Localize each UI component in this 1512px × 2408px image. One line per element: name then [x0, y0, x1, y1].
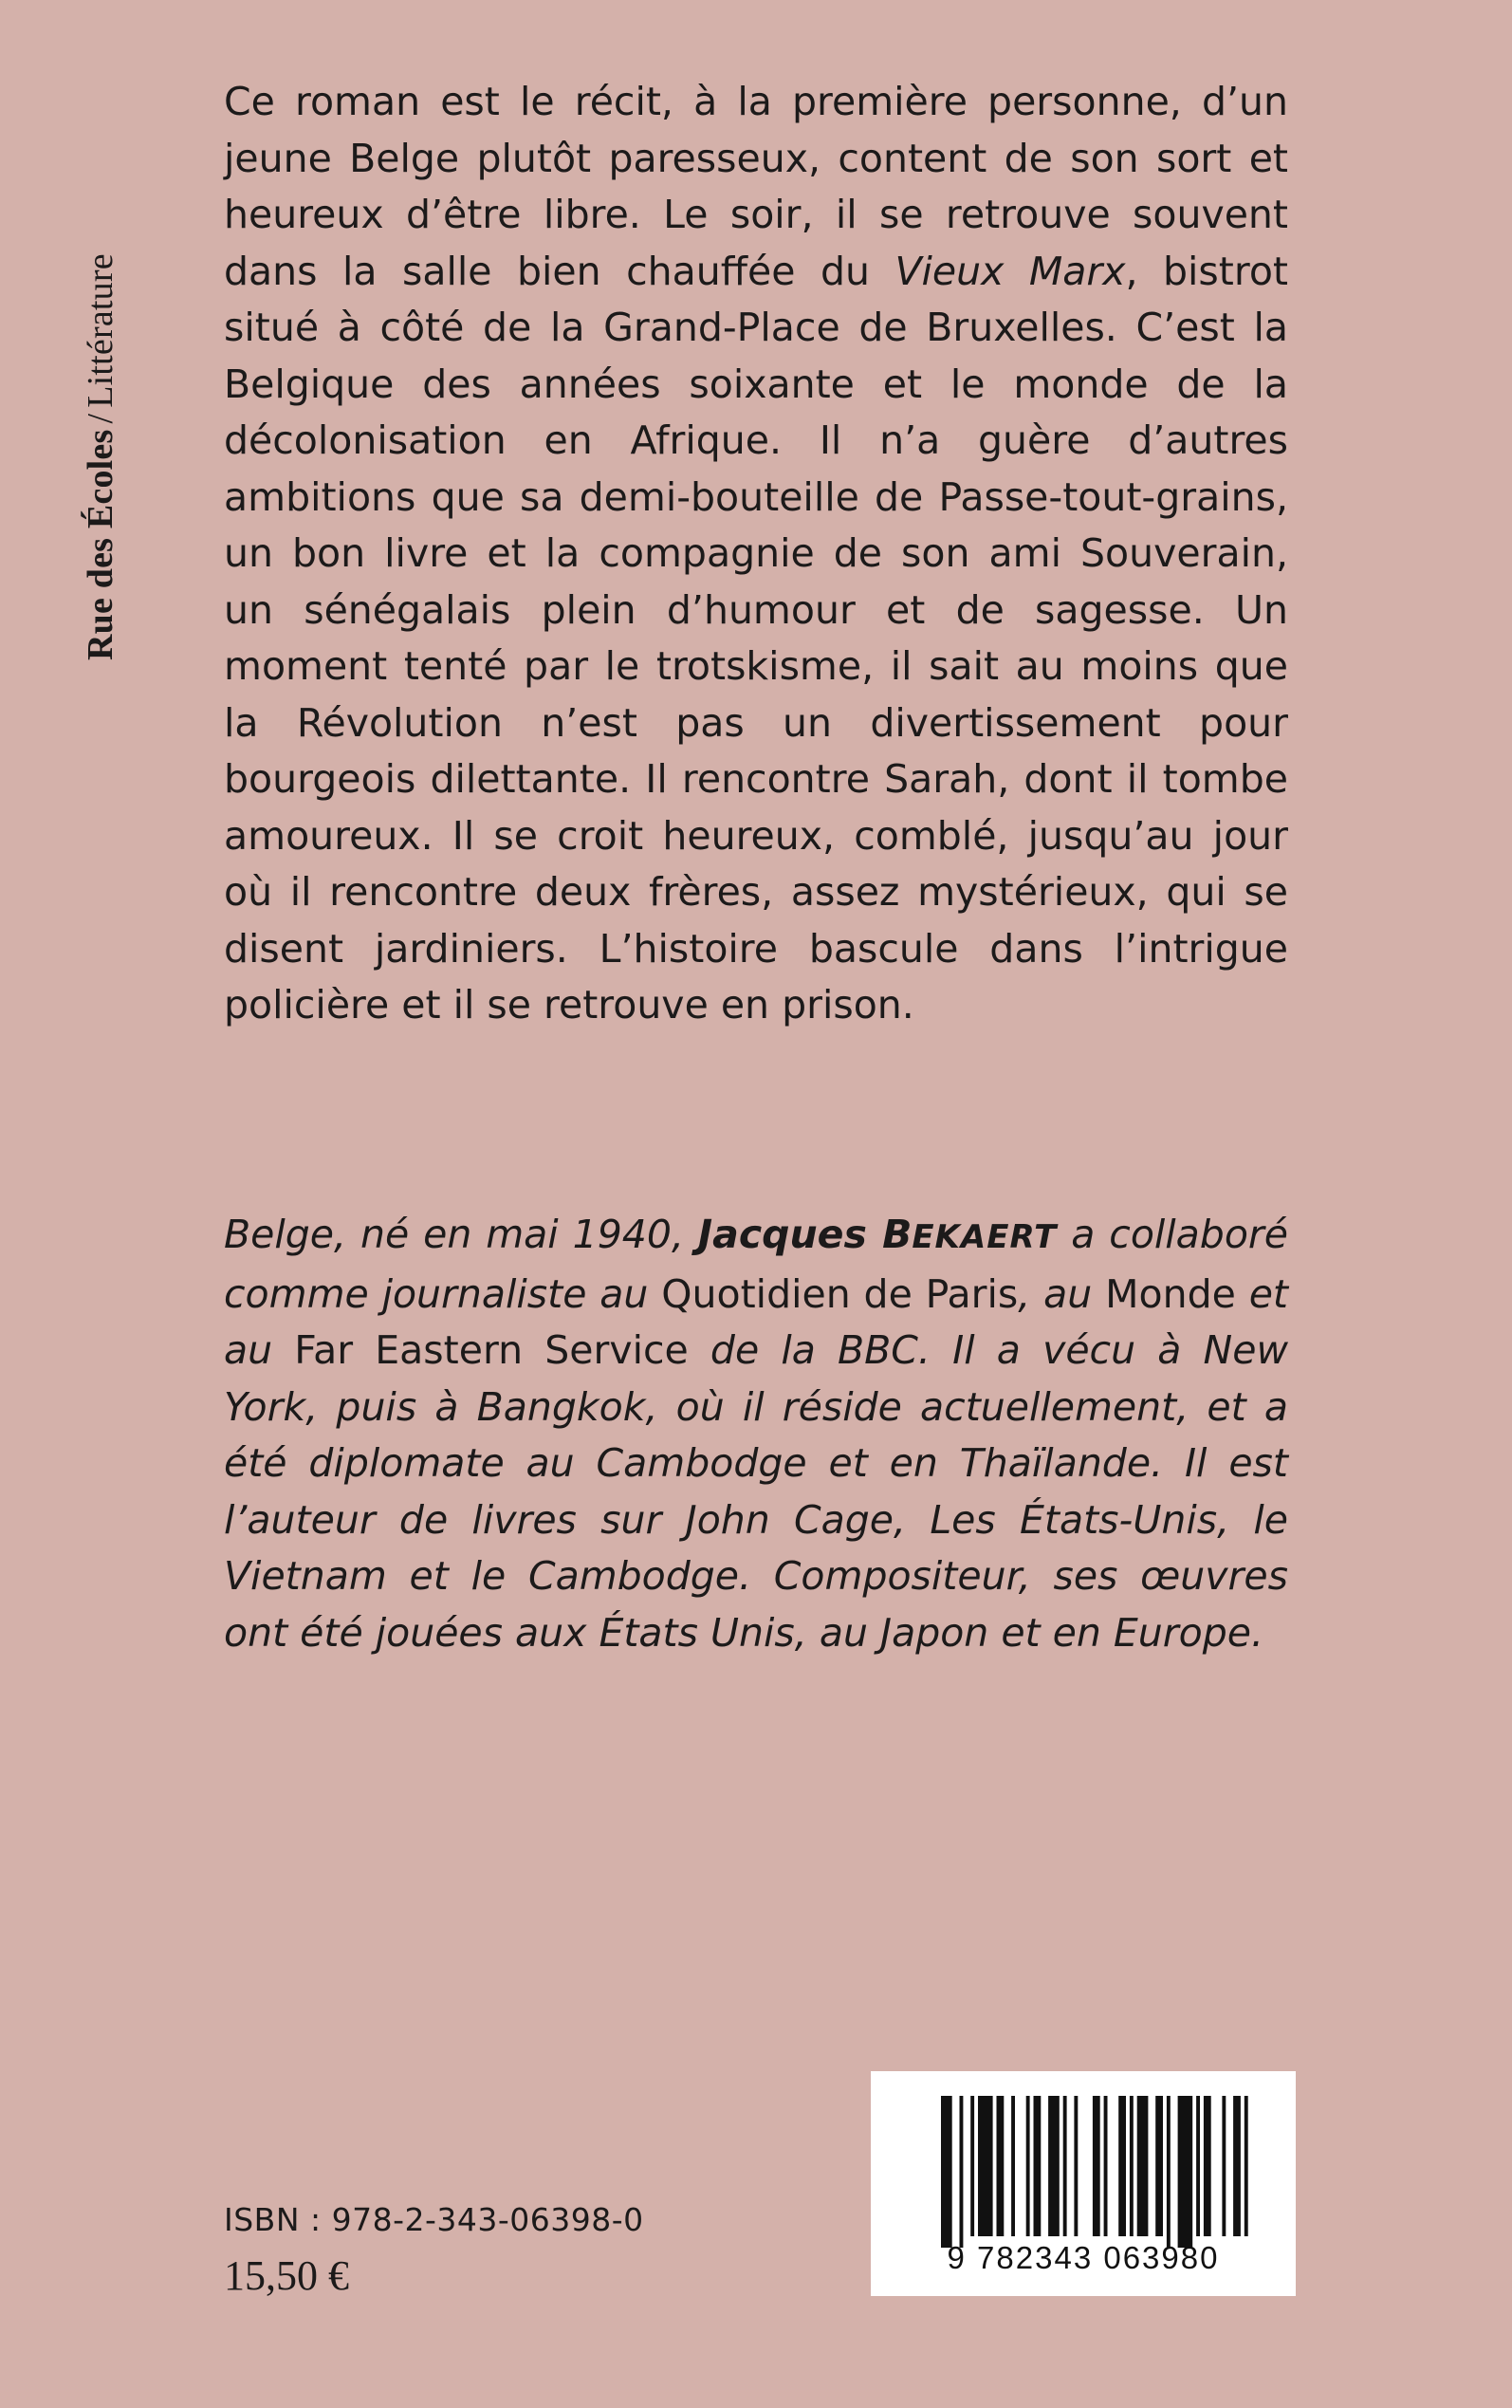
- barcode-bar: [1155, 2096, 1163, 2236]
- barcode-bar: [1222, 2096, 1226, 2236]
- barcode-bar: [1063, 2096, 1067, 2236]
- barcode-bar: [1093, 2096, 1100, 2236]
- barcode-bar: [960, 2096, 964, 2248]
- bio-text-3: et au: [224, 1270, 1288, 1373]
- synopsis-text-2: , bistrot situé à côté de la Grand-Place de Bruxelles. C’est la Belgique des années soixante et le monde de la décolonisation en Afrique. Il n’a guère d’autres ambitions que sa demi-bouteille de Passe-tout-grains, un bon livre et la compagnie de son ami Souverain, un sénégalais plein d’humour et de sagesse. Un moment tenté par le trotskisme, il sait au moins que la Révolution n’est pas un divertissement pour bourgeois dilettante. Il rencontre Sarah, dont il tombe amoureux. Il se croit heureux, comblé, jusqu’au jour où il rencontre deux frères, assez mystérieux, qui se disent jardiniers. L’histoire bascule dans l’intrigue policière et il se retrouve en prison.: [224, 248, 1288, 1028]
- spine-separator: /: [81, 413, 120, 424]
- barcode-bar: [1011, 2096, 1015, 2236]
- spine-label: [72, 101, 138, 670]
- synopsis-paragraph: [224, 74, 1288, 1034]
- publication-far-eastern: Far Eastern Service: [294, 1327, 689, 1373]
- barcode-bar: [1204, 2096, 1211, 2236]
- barcode-bar: [1026, 2096, 1030, 2236]
- barcode-bar: [1034, 2096, 1042, 2236]
- author-last: EKAERT: [912, 1218, 1058, 1256]
- isbn: ISBN : 978-2-343-06398-0: [224, 2201, 644, 2238]
- barcode-bar: [1137, 2096, 1149, 2236]
- synopsis-text-1: Ce roman est le récit, à la première personne, d’un jeune Belge plutôt paresseux, content de son sort et heureux d’être libre. Le soir, il se retrouve souvent dans la salle bien chauffée du: [224, 79, 1288, 294]
- publication-monde: Monde: [1105, 1270, 1236, 1317]
- barcode-bar: [941, 2096, 952, 2248]
- barcode-bar: [1048, 2096, 1060, 2236]
- barcode-bar: [978, 2096, 993, 2236]
- barcode-bar: [1104, 2096, 1108, 2236]
- genre-name: Littérature: [81, 253, 120, 408]
- barcode-bar: [1245, 2096, 1248, 2236]
- author-bio-paragraph: [224, 1207, 1288, 1661]
- barcode-bar: [1074, 2096, 1078, 2236]
- bar-name: Vieux Marx: [894, 248, 1126, 294]
- barcode-bar: [970, 2096, 974, 2236]
- publication-quotidien: Quotidien de Paris: [661, 1270, 1019, 1317]
- barcode-bar: [1233, 2096, 1241, 2236]
- barcode: [871, 2071, 1296, 2296]
- bio-text-1: a collaboré comme journaliste au: [224, 1212, 1288, 1317]
- price: 15,50 €: [224, 2252, 349, 2299]
- collection-name: Rue des Écoles: [81, 429, 120, 660]
- barcode-number: 9 782343 063980: [947, 2240, 1220, 2275]
- barcode-bar: [1130, 2096, 1134, 2236]
- bio-intro: Belge, né en mai 1940,: [224, 1212, 698, 1257]
- barcode-bar: [997, 2096, 1005, 2236]
- barcode-bar: [1167, 2096, 1171, 2248]
- bio-text-4: de la BBC. Il a vécu à New York, puis à Bangkok, où il réside actuellement, et a été diplomate au Cambodge et en Thaïlande. Il est l’auteur de livres sur John Cage, Les États-Unis, le Vietnam et le Cambodge. Compositeur, ses œuvres ont été jouées aux États Unis, au Japon et en Europe.: [224, 1327, 1288, 1656]
- barcode-bar: [1178, 2096, 1193, 2248]
- bio-text-2: , au: [1018, 1270, 1106, 1317]
- barcode-bar: [1118, 2096, 1126, 2236]
- barcode-bar: [1196, 2096, 1200, 2236]
- author-first: Jacques B: [697, 1212, 913, 1257]
- author-name: [698, 1212, 1057, 1257]
